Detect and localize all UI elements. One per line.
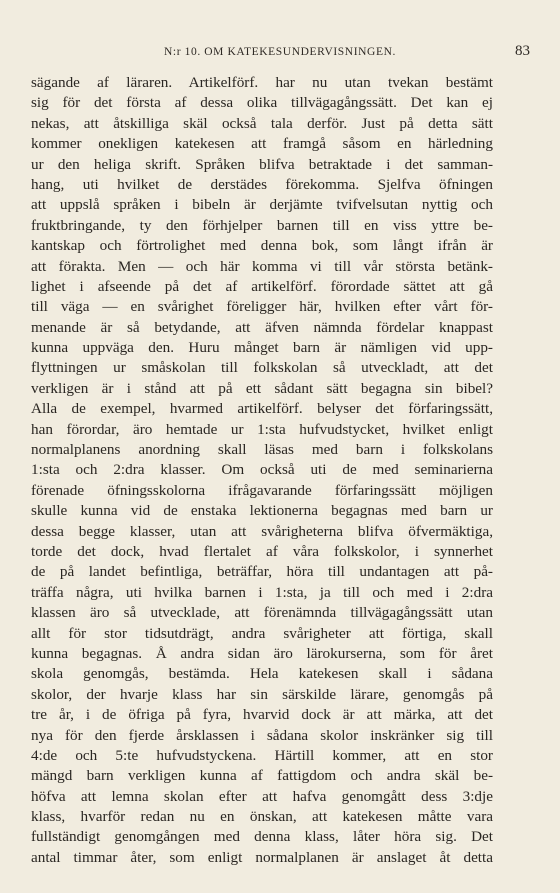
page-number: 83 — [515, 43, 530, 59]
text-line: dessa begge klasser, utan att svårigheterna blifva öfvermäktiga, — [31, 522, 493, 540]
text-line: flyttningen ur småskolan till folkskolan så utveckladt, att det — [31, 359, 493, 377]
text-line: antal timmar åter, som enligt normalplanen är anslaget åt detta — [31, 848, 493, 866]
text-line: 1:sta och 2:dra klasser. Om också uti de med seminarierna — [31, 461, 493, 479]
text-line: sig för det första af dessa olika tillvägagångssätt. Det kan ej — [31, 94, 493, 112]
text-line: kunna begagnas. Å andra sidan äro lärokurserna, som för året — [31, 644, 493, 662]
text-line: sägande af läraren. Artikelförf. har nu utan tvekan bestämt — [31, 74, 493, 91]
text-line: klass, hvarför redan nu en önskan, att katekesen måtte vara — [31, 808, 493, 826]
text-line: nya för den fjerde årsklassen i sådana skolor inskränker sig till — [31, 726, 493, 744]
text-line: höfva att lemna skolan efter att hafva genomgått dess 3:dje — [31, 787, 493, 805]
text-line: tre år, i de öfriga på fyra, hvarvid dock är att märka, att det — [31, 706, 493, 724]
text-line: skolor, der hvarje klass har sin särskilde lärare, genomgås på — [31, 685, 493, 703]
text-line: verkligen är i stånd att på ett sådant sätt begagna sin bibel? — [31, 379, 493, 397]
text-line: normalplanens anordning skall läsas med barn i folkskolans — [31, 441, 493, 459]
text-line: allt för stor tidsutdrägt, andra svårigheter att förtiga, skall — [31, 624, 493, 642]
text-line: de på landet befintliga, beträffar, höra till undantagen att på- — [31, 563, 493, 581]
text-line: skola genomgås, bestämda. Hela katekesen skall i sådana — [31, 665, 493, 683]
text-line: lighet i afseende på det af artikelförf. förordade sättet att gå — [31, 277, 493, 295]
text-line: klassen äro så utvecklade, att förenämnda tillvägagångssätt utan — [31, 604, 493, 622]
text-line: skulle kunna vid de enstaka lektionerna begagnas med barn ur — [31, 502, 493, 520]
text-line: att uppslå språken i bibeln är derjämte tvifvelsutan nyttig och — [31, 196, 493, 214]
text-line: till väga — en svårighet föreligger här, hvilken efter vårt för- — [31, 298, 493, 316]
text-line: torde det dock, hvad flertalet af våra folkskolor, i synnerhet — [31, 542, 493, 560]
body-text — [31, 73, 493, 868]
text-line: fullständigt genomgången med denna klass, låter höra sig. Det — [31, 828, 493, 846]
text-line: kommer onekligen katekesen att framgå såsom en härledning — [31, 135, 493, 153]
text-line: träffa några, uti hvilka barnen i 1:sta, ja till och med i 2:dra — [31, 583, 493, 601]
text-line: att förakta. Men — och här komma vi till vår största betänk- — [31, 257, 493, 275]
text-line: mängd barn verkligen kunna af fattigdom och andra skäl be- — [31, 767, 493, 785]
text-line: kunna uppväga den. Huru månget barn är nämligen vid upp- — [31, 339, 493, 357]
text-line: kantskap och förtrolighet med denna bok, som långt ifrån är — [31, 237, 493, 255]
running-title: N:r 10. OM KATEKESUNDERVISNINGEN. — [164, 46, 396, 58]
text-line: fruktbringande, ty den förhjelper barnen till en viss yttre be- — [31, 216, 493, 234]
text-line: menande är så betydande, att äfven nämnda fördelar knappast — [31, 318, 493, 336]
text-line: hang, uti hvilket de derstädes förekomma. Sjelfva öfningen — [31, 175, 493, 193]
text-line: nekas, att åtskilliga skäl också tala derför. Just på detta sätt — [31, 114, 493, 132]
text-line: ur den heliga skrift. Språken blifva betraktade i det samman- — [31, 155, 493, 173]
running-head — [30, 43, 530, 66]
text-line: 4:de och 5:te hufvudstyckena. Härtill kommer, att en stor — [31, 746, 493, 764]
text-line: förenade öfningsskolorna ifrågavarande förfaringssätt möjligen — [31, 481, 493, 499]
text-line: Alla de exempel, hvarmed artikelförf. belyser det förfaringssätt, — [31, 400, 493, 418]
text-line: han förordar, äro hemtade ur 1:sta hufvudstycket, hvilket enligt — [31, 420, 493, 438]
